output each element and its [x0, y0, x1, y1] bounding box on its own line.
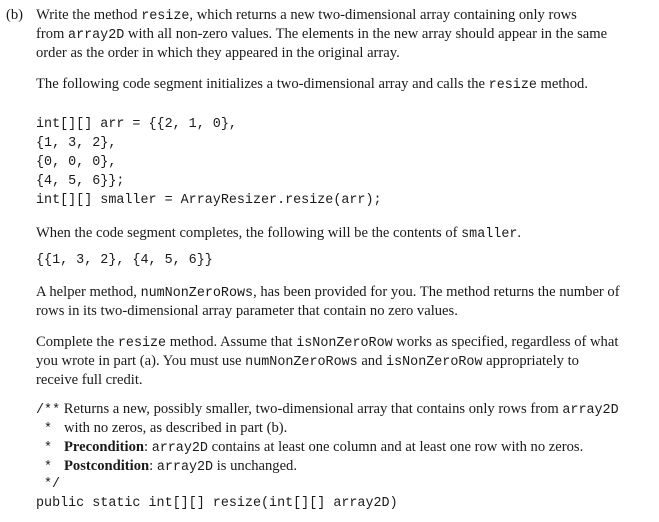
helper-line-2: rows in its two-dimensional array parameter that contain no zero values.: [36, 303, 458, 319]
javadoc-line-1: /** Returns a new, possibly smaller, two-dimensional array that contains only rows from array2D: [36, 401, 619, 418]
javadoc-postcondition: * Postcondition: array2D is unchanged.: [44, 458, 297, 475]
code-line: {4, 5, 6}};: [36, 174, 125, 189]
intro-line-3: order as the order in which they appeared in the original array.: [36, 45, 400, 61]
part-label: (b): [6, 7, 24, 23]
code-line: int[][] smaller = ArrayResizer.resize(arr);: [36, 193, 382, 208]
complete-line-2: you wrote in part (a). You must use numNonZeroRows and isNonZeroRow appropriately to: [36, 353, 579, 370]
javadoc-precondition: * Precondition: array2D contains at least one column and at least one row with no zeros.: [44, 439, 584, 456]
code-line: {1, 3, 2},: [36, 136, 117, 151]
intro-line-1: Write the method resize, which returns a new two-dimensional array containing only rows: [36, 7, 577, 24]
javadoc-close: */: [44, 477, 61, 492]
complete-line-3: receive full credit.: [36, 372, 143, 388]
helper-line-1: A helper method, numNonZeroRows, has been provided for you. The method returns the number of: [36, 284, 620, 301]
result-value: {{1, 3, 2}, {4, 5, 6}}: [36, 253, 213, 268]
method-signature: public static int[][] resize(int[][] array2D): [36, 496, 398, 511]
following-text: The following code segment initializes a two-dimensional array and calls the resize method.: [36, 76, 588, 93]
code-line: {0, 0, 0},: [36, 155, 117, 170]
code-line: int[][] arr = {{2, 1, 0},: [36, 117, 237, 132]
complete-line-1: Complete the resize method. Assume that isNonZeroRow works as specified, regardless of what: [36, 334, 619, 351]
when-text: When the code segment completes, the following will be the contents of smaller.: [36, 225, 522, 242]
javadoc-line-2: * with no zeros, as described in part (b).: [44, 420, 288, 437]
intro-line-2: from array2D with all non-zero values. The elements in the new array should appear in the same: [36, 26, 608, 43]
